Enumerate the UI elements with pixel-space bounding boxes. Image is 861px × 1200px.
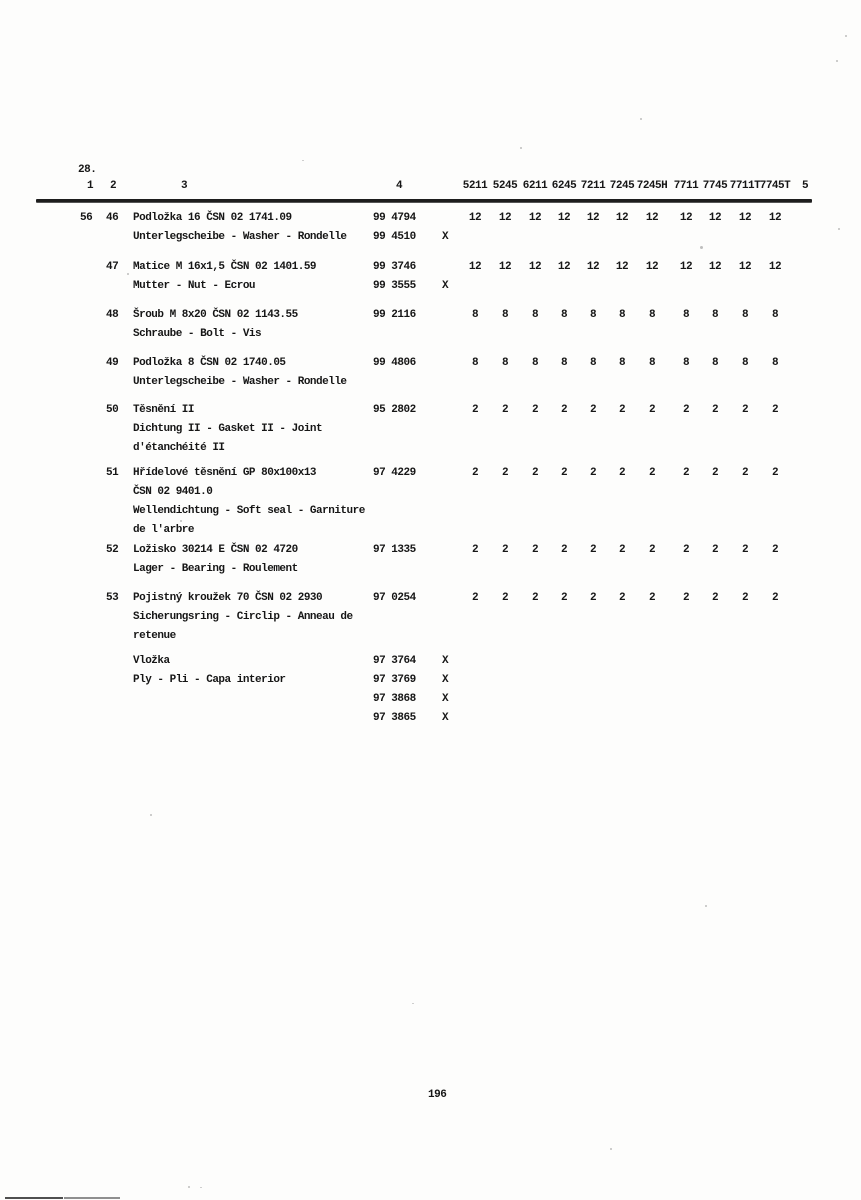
quantity-cell: 12 [498,212,512,224]
item-position-number: 47 [106,261,119,273]
model-column-header: 7711 [673,180,699,192]
description-line: Hřídelové těsnění GP 80x100x13 [133,467,317,479]
x-mark: X [442,693,449,705]
quantity-cell: 12 [645,212,659,224]
description-line: Unterlegscheibe - Washer - Rondelle [133,231,347,243]
item-position-number: 49 [106,357,119,369]
quantity-cell: 8 [618,309,626,321]
description-line: ČSN 02 9401.0 [133,486,213,498]
quantity-cell: 2 [471,592,479,604]
quantity-cell: 8 [501,357,509,369]
item-position-number: 50 [106,404,119,416]
quantity-cell: 2 [560,544,568,556]
column-header-4: 4 [396,180,403,192]
quantity-cell: 2 [471,544,479,556]
scan-edge-line [5,1197,63,1199]
quantity-cell: 2 [711,404,719,416]
part-number: 97 4229 [373,467,416,479]
description-line: Vložka [133,655,170,667]
part-number: 99 2116 [373,309,416,321]
quantity-cell: 12 [708,261,722,273]
quantity-cell: 2 [471,467,479,479]
x-mark: X [442,674,449,686]
quantity-cell: 2 [771,467,779,479]
column-header-5: 5 [802,180,809,192]
column-header-2: 2 [110,180,117,192]
quantity-cell: 2 [682,544,690,556]
model-column-header: 7245H [636,180,668,192]
item-position-number: 52 [106,544,119,556]
quantity-cell: 12 [679,261,693,273]
quantity-cell: 2 [501,404,509,416]
quantity-cell: 8 [560,309,568,321]
scan-speck [838,228,840,230]
scan-speck [520,147,522,149]
quantity-cell: 2 [741,404,749,416]
scan-speck [302,160,304,161]
description-line: retenue [133,630,176,642]
quantity-cell: 8 [589,309,597,321]
scan-speck [127,273,129,275]
quantity-cell: 2 [771,592,779,604]
part-number: 95 2802 [373,404,416,416]
quantity-cell: 12 [498,261,512,273]
quantity-cell: 8 [560,357,568,369]
model-column-header: 7745T [759,180,791,192]
scan-speck [700,246,703,249]
scan-speck [200,1187,202,1188]
quantity-cell: 2 [589,467,597,479]
model-column-header: 7211 [580,180,606,192]
header-rule [36,199,812,202]
model-column-header: 5245 [492,180,518,192]
model-column-header: 7745 [702,180,728,192]
scan-speck [180,520,182,522]
quantity-cell: 2 [531,404,539,416]
quantity-cell: 2 [501,592,509,604]
quantity-cell: 2 [771,404,779,416]
scan-speck [188,1186,190,1188]
quantity-cell: 2 [501,544,509,556]
quantity-cell: 12 [679,212,693,224]
part-number: 97 3865 [373,712,416,724]
quantity-cell: 2 [531,467,539,479]
quantity-cell: 2 [682,467,690,479]
page-number: 196 [428,1089,447,1101]
item-serial-number: 56 [80,212,93,224]
quantity-cell: 12 [557,261,571,273]
x-mark: X [442,231,449,243]
quantity-cell: 12 [768,212,782,224]
description-line: Pojistný kroužek 70 ČSN 02 2930 [133,592,323,604]
quantity-cell: 2 [471,404,479,416]
quantity-cell: 8 [531,309,539,321]
scan-speck [610,1148,612,1150]
part-number: 97 3868 [373,693,416,705]
quantity-cell: 12 [768,261,782,273]
quantity-cell: 2 [589,592,597,604]
scan-speck [640,118,642,120]
quantity-cell: 2 [618,404,626,416]
quantity-cell: 8 [682,309,690,321]
description-line: Dichtung II - Gasket II - Joint [133,423,323,435]
description-line: Wellendichtung - Soft seal - Garniture [133,505,365,517]
quantity-cell: 8 [741,357,749,369]
model-column-header: 6211 [522,180,548,192]
quantity-cell: 2 [531,544,539,556]
quantity-cell: 8 [741,309,749,321]
part-number: 99 3555 [373,280,416,292]
quantity-cell: 12 [468,261,482,273]
description-line: Podložka 16 ČSN 02 1741.09 [133,212,292,224]
quantity-cell: 8 [711,357,719,369]
scan-speck [845,35,847,37]
description-line: Unterlegscheibe - Washer - Rondelle [133,376,347,388]
quantity-cell: 12 [708,212,722,224]
quantity-cell: 8 [771,309,779,321]
quantity-cell: 2 [711,467,719,479]
description-line: Ply - Pli - Capa interior [133,674,286,686]
quantity-cell: 8 [711,309,719,321]
part-number: 99 4510 [373,231,416,243]
quantity-cell: 2 [501,467,509,479]
part-number: 97 1335 [373,544,416,556]
quantity-cell: 8 [682,357,690,369]
quantity-cell: 2 [648,467,656,479]
scan-speck [705,905,707,907]
part-number: 97 0254 [373,592,416,604]
quantity-cell: 2 [560,404,568,416]
scan-speck [836,60,838,62]
description-line: Mutter - Nut - Ecrou [133,280,256,292]
description-line: Lager - Bearing - Roulement [133,563,298,575]
quantity-cell: 12 [468,212,482,224]
quantity-cell: 12 [586,261,600,273]
description-line: Schraube - Bolt - Vis [133,328,262,340]
item-position-number: 51 [106,467,119,479]
quantity-cell: 2 [648,592,656,604]
part-number: 99 3746 [373,261,416,273]
quantity-cell: 2 [589,544,597,556]
quantity-cell: 8 [771,357,779,369]
scan-speck [412,1003,414,1004]
quantity-cell: 8 [648,357,656,369]
quantity-cell: 8 [501,309,509,321]
model-column-header: 7711T [729,180,761,192]
quantity-cell: 12 [528,261,542,273]
item-position-number: 48 [106,309,119,321]
quantity-cell: 2 [589,404,597,416]
quantity-cell: 2 [648,404,656,416]
x-mark: X [442,655,449,667]
item-position-number: 46 [106,212,119,224]
model-column-header: 5211 [462,180,488,192]
description-line: Šroub M 8x20 ČSN 02 1143.55 [133,309,298,321]
part-number: 99 4794 [373,212,416,224]
quantity-cell: 2 [648,544,656,556]
quantity-cell: 2 [531,592,539,604]
quantity-cell: 8 [471,309,479,321]
column-header-3: 3 [181,180,188,192]
quantity-cell: 12 [645,261,659,273]
quantity-cell: 8 [648,309,656,321]
quantity-cell: 12 [528,212,542,224]
column-header-1: 1 [87,180,94,192]
description-line: Podložka 8 ČSN 02 1740.05 [133,357,286,369]
quantity-cell: 2 [560,592,568,604]
quantity-cell: 2 [682,404,690,416]
quantity-cell: 12 [615,212,629,224]
quantity-cell: 2 [771,544,779,556]
quantity-cell: 2 [711,592,719,604]
quantity-cell: 2 [741,592,749,604]
scan-edge-line [64,1197,120,1199]
quantity-cell: 2 [618,592,626,604]
description-line: de l'arbre [133,524,195,536]
quantity-cell: 12 [557,212,571,224]
description-line: Ložisko 30214 E ČSN 02 4720 [133,544,298,556]
description-line: d'étanchéité II [133,442,225,454]
model-column-header: 7245 [609,180,635,192]
part-number: 97 3764 [373,655,416,667]
quantity-cell: 8 [589,357,597,369]
quantity-cell: 8 [471,357,479,369]
quantity-cell: 2 [711,544,719,556]
chapter-number: 28. [78,164,97,176]
quantity-cell: 2 [560,467,568,479]
quantity-cell: 2 [618,467,626,479]
quantity-cell: 12 [738,212,752,224]
quantity-cell: 12 [586,212,600,224]
description-line: Těsnění II [133,404,195,416]
quantity-cell: 12 [738,261,752,273]
part-number: 99 4806 [373,357,416,369]
quantity-cell: 2 [741,467,749,479]
quantity-cell: 2 [741,544,749,556]
scan-speck [150,814,152,816]
quantity-cell: 2 [618,544,626,556]
quantity-cell: 8 [531,357,539,369]
description-line: Sicherungsring - Circlip - Anneau de [133,611,353,623]
description-line: Matice M 16x1,5 ČSN 02 1401.59 [133,261,317,273]
item-position-number: 53 [106,592,119,604]
quantity-cell: 8 [618,357,626,369]
model-column-header: 6245 [551,180,577,192]
part-number: 97 3769 [373,674,416,686]
x-mark: X [442,712,449,724]
quantity-cell: 2 [682,592,690,604]
quantity-cell: 12 [615,261,629,273]
x-mark: X [442,280,449,292]
